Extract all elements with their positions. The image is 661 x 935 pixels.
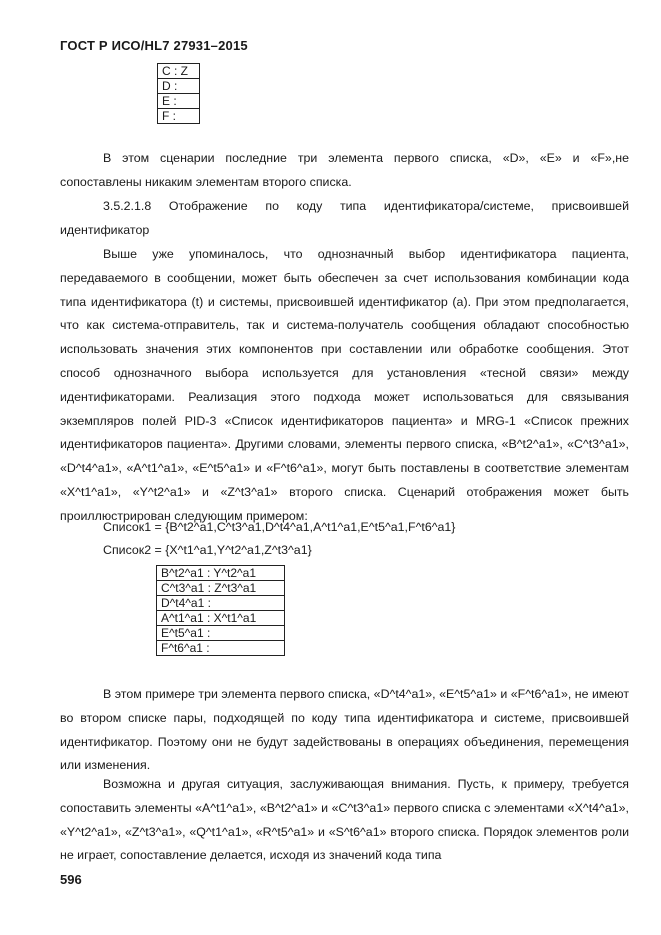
table-cell: A^t1^a1 : X^t1^a1: [157, 611, 285, 626]
page-number: 596: [60, 872, 82, 887]
paragraph-text: В этом сценарии последние три элемента первого списка, «D», «E» и «F»,не сопоставлены никаким элементам второго списка.: [60, 151, 629, 189]
mapping-table-example: [156, 565, 285, 656]
table-cell: D :: [158, 79, 200, 94]
table-cell: C^t3^a1 : Z^t3^a1: [157, 581, 285, 596]
table-row: [157, 626, 285, 641]
document-header: ГОСТ Р ИСО/HL7 27931–2015: [60, 38, 248, 53]
table-row: [158, 79, 200, 94]
paragraph-example-note: [60, 683, 629, 778]
table-row: [157, 641, 285, 656]
table-row: [157, 581, 285, 596]
paragraph-scenario-note: [60, 147, 629, 195]
table-row: [158, 109, 200, 124]
paragraph-text: Выше уже упоминалось, что однозначный выбор идентификатора пациента, передаваемого в сообщении, может быть обеспечен за счет использования комбинации кода типа идентификатора (t) и системы, присвоившей идентификатор (a). При этом предполагается, что как система-отправитель, так и система-получатель сообщения обладают способностью использовать значения этих компонентов при составлении или обработке сообщения. Этот способ однозначного выбора используется для установления «тесной связи» между идентификаторами. Реализация этого подхода может использоваться для связывания экземпляров полей PID-3 «Список идентификаторов пациента» и MRG-1 «Список прежних идентификаторов пациента». Другими словами, элементы первого списка, «B^t2^a1», «C^t3^a1», «D^t4^a1», «A^t1^a1», «E^t5^a1» и «F^t6^a1», могут быть поставлены в соответствие элементам «X^t1^a1», «Y^t2^a1» и «Z^t3^a1» второго списка. Сценарий отображения может быть проиллюстрирован следующим примером:: [60, 247, 629, 523]
table-cell: E :: [158, 94, 200, 109]
table-cell: C : Z: [158, 64, 200, 79]
paragraph-text: Возможна и другая ситуация, заслуживающая внимания. Пусть, к примеру, требуется сопоставить элементы «A^t1^a1», «B^t2^a1» и «C^t3^a1» первого списка с элементами «X^t4^a1», «Y^t2^a1», «Z^t3^a1», «Q^t1^a1», «R^t5^a1» и «S^t6^a1» второго списка. Порядок элементов роли не играет, сопоставление делается, исходя из значений кода типа: [60, 777, 629, 863]
table-row: [157, 596, 285, 611]
table-row: [157, 611, 285, 626]
table-cell: F^t6^a1 :: [157, 641, 285, 656]
list-1-definition: Список1 = {B^t2^a1,C^t3^a1,D^t4^a1,A^t1^a1,E^t5^a1,F^t6^a1}: [103, 520, 456, 534]
paragraph-text: В этом примере три элемента первого списка, «D^t4^a1», «E^t5^a1» и «F^t6^a1», не имеют во втором списке пары, подходящей по коду типа идентификатора и системе, присвоившей идентификатор. Поэтому они не будут задействованы в операциях объединения, перемещения или изменения.: [60, 687, 629, 773]
table-row: [157, 566, 285, 581]
paragraph-description: [60, 243, 629, 529]
section-heading: [60, 195, 629, 243]
table-cell: E^t5^a1 :: [157, 626, 285, 641]
table-row: [158, 64, 200, 79]
table-cell: D^t4^a1 :: [157, 596, 285, 611]
paragraph-another-situation: [60, 773, 629, 868]
table-row: [158, 94, 200, 109]
mapping-table-simple: [157, 63, 200, 124]
list-2-definition: Список2 = {X^t1^a1,Y^t2^a1,Z^t3^a1}: [103, 543, 312, 557]
table-cell: F :: [158, 109, 200, 124]
section-heading-text: 3.5.2.1.8 Отображение по коду типа идентификатора/системе, присвоившей идентификатор: [60, 199, 629, 237]
table-cell: B^t2^a1 : Y^t2^a1: [157, 566, 285, 581]
